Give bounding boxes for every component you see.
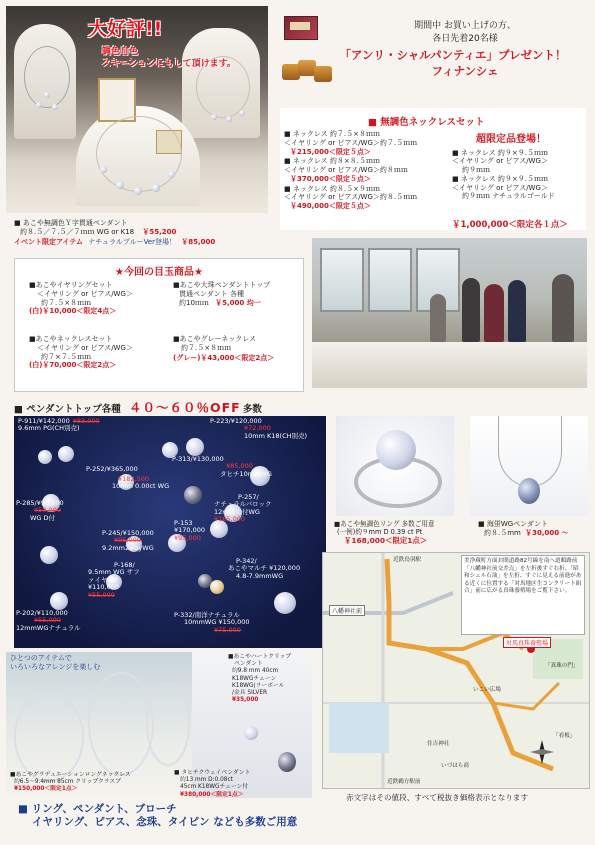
- heart-pearl: [244, 726, 258, 740]
- ayakoya-pendant-spec: 約８.５／７.５／７ｍｍ WG or K18: [20, 227, 135, 236]
- special-line: ■ ネックレス 約９×９.５ｍｍ: [452, 148, 548, 157]
- gradation-spec: 約6.5～9.4mm 85cm クリップクラスプ: [14, 779, 122, 786]
- necklace-arrange-photo: [6, 652, 312, 798]
- map-label-hachiman: 八幡神社前: [329, 605, 365, 616]
- map-label-shop: 対馬真珠養殖場: [503, 637, 551, 648]
- pendant-strike: ¥85,000: [226, 462, 253, 471]
- bargain-item-size: 約10ｍｍ: [179, 298, 209, 307]
- necklace-set-spec2: ＜イヤリング or ピアス/WG＞約８ｍｍ: [284, 166, 408, 174]
- pendant-title-a: ■ ペンダントトップ各種: [14, 404, 121, 415]
- pendant-label: [210, 418, 307, 440]
- gradation-caption: [10, 772, 131, 794]
- pendant-spec: ¥170,000: [174, 526, 206, 535]
- pearl-decor: [210, 580, 224, 594]
- pendant-spec: 9.2mm2wayWG: [102, 543, 154, 552]
- bargain-item-size-row: [173, 299, 301, 308]
- hero-sub1: 調色自色: [102, 47, 139, 57]
- visitor: [484, 284, 504, 342]
- ring-price: ￥168,000＜限定1点＞: [344, 536, 428, 546]
- window-pane: [368, 248, 412, 312]
- pendant-label: [102, 530, 154, 552]
- event-hall-photo: [312, 238, 587, 388]
- pendant-spec: 10mm 0.00ct WG: [112, 482, 170, 491]
- footer-line2: イヤリング、ピアス、念珠、タイピン なども多数ご用意: [32, 816, 298, 829]
- pendant-code: P-911/¥142,000: [18, 417, 70, 425]
- blue-pendant-photo: [470, 416, 588, 516]
- bargain-item-price: (白)￥70,000＜限定2点＞: [29, 361, 117, 370]
- pearl-decor: [38, 450, 52, 464]
- pendant-code: P-223/¥120,000: [210, 417, 262, 425]
- compass-svg: [529, 739, 555, 765]
- ayakoya-pendant-caption: [14, 219, 276, 246]
- pendant-code: P-332/南洋ナチュラル: [174, 611, 240, 619]
- pendant-strike: ¥165,000: [214, 515, 246, 524]
- tahiti-caption: [174, 770, 250, 798]
- pendant-code: P-342/: [236, 557, 257, 565]
- ring-spec: (一例)約９mm D 0.39 ct Pt: [337, 528, 423, 537]
- map-label-shrine: 住吉神社: [427, 741, 450, 747]
- pendant-strike: ¥75,000: [214, 625, 241, 634]
- pearl-decor: [274, 592, 296, 614]
- pearl-decor: [184, 486, 202, 504]
- hero-photo: [6, 6, 268, 213]
- blue-pendant-price-row: [478, 529, 594, 538]
- necklace-set-item: [284, 157, 459, 183]
- pendant-strike: ¥182,500: [118, 475, 150, 483]
- map-label-park: いこい広場: [473, 687, 501, 693]
- necklace-set-price: ￥490,000＜限定５点＞: [290, 202, 371, 210]
- pearl-decor: [100, 166, 107, 173]
- necklace-set-spec1: ■ ネックレス 約８.５×９ｍｍ: [284, 184, 380, 193]
- pendant-spec: 12mmWGナチュラル: [16, 623, 81, 632]
- present-box-photo: [280, 12, 326, 44]
- pearl-decor: [168, 171, 175, 178]
- special-line: 約９ｍｍ: [462, 166, 490, 174]
- bargain-item: [29, 335, 169, 370]
- pendant-code: P-313/¥130,000: [172, 455, 224, 463]
- necklace-set-list: [284, 130, 459, 211]
- pendant-label: [88, 562, 144, 599]
- pendant-section-title: [14, 398, 262, 416]
- pendant-code: P-153: [174, 519, 193, 527]
- pendant-strike: ¥55,000: [34, 616, 61, 625]
- necklace-set-spec1: ■ ネックレス 約８×８.５ｍｍ: [284, 157, 380, 166]
- necklace-set-header: ■ 無調色ネックレスセット: [368, 117, 485, 128]
- bargain-item-title: ■あこやネックレスセット: [29, 335, 113, 343]
- pendant-chain: [498, 416, 562, 487]
- pendant-code: P-257/: [238, 493, 259, 501]
- present-line2: 各日先着20名様: [432, 34, 498, 44]
- ring-pearl: [376, 430, 416, 470]
- pendant-strike: ¥55,000: [88, 590, 115, 599]
- pendant-strike: ¥95,000: [174, 533, 201, 542]
- arrange-line2: いろいろなアレンジを楽しむ: [10, 662, 101, 671]
- pendant-strike: ¥95,000: [114, 536, 141, 545]
- special-panel: [452, 134, 584, 201]
- bargain-item: [29, 281, 159, 316]
- ring-caption: [334, 520, 464, 546]
- bargain-item-price: (グレー)￥43,000＜限定2点＞: [173, 353, 275, 362]
- pearl-decor: [52, 104, 58, 110]
- display-table: [312, 342, 587, 388]
- pendant-size: 4.8-7.9mmWG: [236, 571, 284, 580]
- visitor: [430, 294, 446, 342]
- present-line1: 期間中 お買い上げの方、: [414, 21, 516, 31]
- map-station-top: 近鉄鳥羽駅: [393, 557, 421, 563]
- ayakoya-event-item: ナチュラルブルーVer登場！: [88, 237, 176, 246]
- pendant-label: [228, 557, 301, 580]
- necklace-set-item: [284, 130, 459, 156]
- necklace-set-price: ￥370,000＜限定５点＞: [290, 174, 371, 183]
- pendant-code: P-285/¥90,000: [16, 499, 64, 507]
- pendant-spec: タヒチ10mmWG: [220, 469, 272, 478]
- bargain-item-size: 約７×７.５ｍｍ: [41, 352, 92, 361]
- pearl-decor: [239, 110, 245, 116]
- necklace-set-price: ￥215,000＜限定５点＞: [290, 147, 371, 156]
- visitor: [552, 274, 574, 342]
- bargain-item-sub: 貫通ペンダント 各種: [179, 289, 245, 298]
- necklace-left: [24, 46, 70, 108]
- pearl-decor: [50, 592, 68, 610]
- pearl-decor: [134, 187, 142, 195]
- bargain-item-sub: ＜イヤリング or ピアス/WG＞: [37, 289, 133, 298]
- pendant-spec: 9.6mm PG(CH別売): [18, 424, 80, 433]
- heart-clip-title: ■あこやハートクリップ: [228, 654, 292, 660]
- necklace-set-spec2: ＜イヤリング or ピアス/WG＞約７.５ｍｍ: [284, 138, 418, 147]
- pearl-decor: [211, 114, 217, 120]
- window-pane: [320, 248, 364, 312]
- special-line: ■ ネックレス 約９×９.５ｍｍ: [452, 174, 548, 183]
- pendant-title-b: ４０～６０％OFF: [128, 400, 241, 415]
- hero-headline: 大好評!!: [88, 18, 163, 40]
- pearl-decor: [44, 92, 50, 98]
- bargain-title: ★今回の目玉商品★: [115, 267, 203, 278]
- pendant-code: P-252/¥365,000: [86, 465, 138, 473]
- tahiti-pearl: [278, 752, 296, 772]
- present-line4: フィナンシェ: [431, 64, 499, 78]
- ring-photo: [336, 416, 454, 516]
- tahiti-title: ■ タヒチクウェイペンダント: [174, 770, 251, 776]
- blue-pendant-size: 約８.５mm: [484, 528, 521, 537]
- pendant-spec: 10mm K18(CH別売): [244, 431, 308, 440]
- pendant-label: [16, 610, 81, 632]
- pendant-label: [16, 500, 64, 522]
- financier-cake: [314, 66, 332, 82]
- visitor: [462, 278, 480, 342]
- footer-line1: ■ リング、ペンダント、ブローチ: [18, 803, 177, 815]
- necklace-set-spec1: ■ ネックレス 約７.５×８ｍｍ: [284, 130, 380, 138]
- long-necklace: [146, 682, 190, 766]
- pearl-decor: [226, 116, 232, 122]
- bargain-item-price: ￥5,000 均一: [215, 298, 261, 307]
- gift-box-lid: [290, 22, 310, 30]
- footer-text: [18, 803, 297, 829]
- present-text: [340, 18, 590, 79]
- pendant-strike: ¥83,000: [72, 417, 100, 425]
- arrange-line1: ひとつのアイテムで: [10, 654, 72, 662]
- tahiti-chain: 45cm K18WGチェーン付: [180, 784, 249, 791]
- bargain-item-size: 約７.５×８ｍｍ: [41, 298, 92, 307]
- bargain-item-title: ■あこや大珠ペンダントトップ: [173, 281, 271, 289]
- ayakoya-event-label: イベント限定アイテム: [14, 237, 84, 246]
- necklace-set-panel: [280, 108, 586, 230]
- heart-clip-price: ¥35,000: [232, 697, 259, 704]
- pendant-strike: ¥72,000: [244, 424, 271, 433]
- pendant-spec: あこやマルチ ¥120,000: [228, 564, 301, 573]
- heart-clip-caption: [228, 654, 291, 705]
- pendant-label: [174, 612, 249, 634]
- pearl-decor: [40, 546, 58, 564]
- bargain-item-price: (白)￥10,000＜限定4点＞: [29, 307, 117, 316]
- pendant-spec: WG D付: [30, 513, 56, 522]
- heart-clip-sub: ペンダント: [234, 661, 263, 668]
- tahiti-spec: 約13 mm D:0.08ct: [180, 777, 233, 784]
- necklace-set-spec2: ＜イヤリング or ピアス/WG＞約８.５ｍｍ: [284, 193, 418, 202]
- ayakoya-pendant-title: ■ あこや無調色Ｙ字貫通ペンダント: [14, 219, 128, 227]
- pendant-label: [172, 456, 272, 478]
- heart-clip-clasp: /金具 SILVER: [232, 690, 268, 697]
- long-necklace: [14, 692, 84, 782]
- ayakoya-event-row: [14, 238, 276, 247]
- special-title: 超限定品登場！: [476, 134, 546, 145]
- ayakoya-pendant-spec-row: [14, 228, 276, 237]
- pendant-code: P-245/¥150,000: [102, 529, 154, 537]
- map-station-bottom: 近鉄鵜方駅前: [387, 779, 421, 785]
- present-line3: 「アンリ・シャルパンティエ」プレゼント！: [339, 48, 567, 62]
- pearl-decor: [116, 181, 124, 189]
- blue-pendant-title: ■ 海蛍WGペンダント: [478, 520, 548, 528]
- frame-box: [98, 78, 136, 122]
- gradation-price: ¥150,000＜限定1点＞: [14, 786, 78, 793]
- map-notes: 美浄蔵町方面お間道路82号線を南へ道順路前「八幡神社前交差点」を左折後すぐ右折、「昭和シェル石油」を左折、すぐに見える前進がある近くに位置する「対馬地区生コンクリート組合」前に広がる真珠養殖場をご覧下さい。: [464, 558, 582, 595]
- map-label-sign: 「看板」: [553, 733, 576, 739]
- special-line: 約９ｍｍ ナチュラルゴールド: [462, 192, 555, 201]
- footer-red-note: 赤文字はその値段、すべて税抜き価格表示となります: [346, 793, 529, 802]
- map-notes-box: [461, 555, 585, 635]
- special-price: ￥1,000,000＜限定各１点＞: [452, 220, 568, 230]
- ayakoya-pendant-price: ￥55,200: [142, 227, 177, 236]
- bargain-item: [173, 335, 301, 362]
- pendant-label: [174, 520, 205, 542]
- bargain-item: [173, 281, 301, 307]
- arrange-caption: [10, 654, 100, 672]
- pearl-decor: [58, 446, 74, 462]
- necklace-set-item: [284, 185, 459, 211]
- blue-pearl: [518, 478, 540, 504]
- pearl-decor: [36, 102, 42, 108]
- visitor: [508, 280, 526, 342]
- special-line: ＜イヤリング or ピアス/WG＞: [452, 183, 548, 192]
- hero-sub2: スキーションにもして頂けます。: [102, 59, 236, 69]
- pearl-decor: [152, 184, 160, 192]
- blue-pendant-price: ￥30,000 ～: [525, 528, 569, 537]
- pendant-showcase: [14, 416, 326, 648]
- heart-clip-size: 約9.8 mm 40cm: [232, 668, 279, 675]
- pendant-spec: 10mmWG ¥150,000: [184, 618, 250, 627]
- pendant-label: [214, 494, 294, 524]
- pendant-code: P-202/¥110,000: [16, 609, 68, 617]
- gradation-title: ■あこやグラデュエーションロングネックレス: [10, 772, 131, 778]
- bargain-item-sub: 約７.５×８ｍｍ: [181, 343, 232, 352]
- map-label-town: いづはら商: [441, 763, 469, 769]
- pearl-decor: [186, 438, 204, 456]
- pendant-title-c: 多数: [242, 404, 262, 415]
- heart-clip-ball: K18WG(ラーボール: [232, 682, 285, 689]
- pendant-strike: ¥50,000: [34, 506, 61, 515]
- blue-pendant-caption: [478, 520, 594, 538]
- map-panel: [322, 552, 590, 789]
- map-label-gate: 「真珠の門」: [545, 663, 579, 669]
- pendant-code: P-168/: [114, 561, 135, 569]
- compass-icon: [529, 739, 555, 765]
- bargain-panel: [14, 258, 304, 392]
- bargain-item-title: ■あこやグレーネックレス: [173, 335, 257, 343]
- pendant-spec: 9.5mm WG サファイヤ(D) ¥110,000: [88, 568, 140, 592]
- pendant-label: [112, 475, 170, 491]
- bargain-item-title: ■あこやイヤリングセット: [29, 281, 113, 289]
- necklace-center: [96, 116, 182, 192]
- heart-clip-chain: K18WGチェーン: [232, 675, 277, 682]
- ring-title: ■あこや無調色リング 多数ご用意: [334, 520, 435, 528]
- tahiti-price: ¥380,000＜限定1点＞: [180, 791, 244, 798]
- long-necklace: [88, 672, 154, 776]
- special-line: ＜イヤリング or ピアス/WG＞: [452, 157, 548, 166]
- pendant-label: [18, 418, 100, 433]
- pendant-label: [86, 466, 138, 473]
- ayakoya-event-price: ￥85,000: [181, 237, 216, 246]
- bargain-item-sub: ＜イヤリング or ピアス/WG＞: [37, 343, 133, 352]
- pendant-spec: ナチュラルバロック 12mm D付WG: [214, 500, 272, 516]
